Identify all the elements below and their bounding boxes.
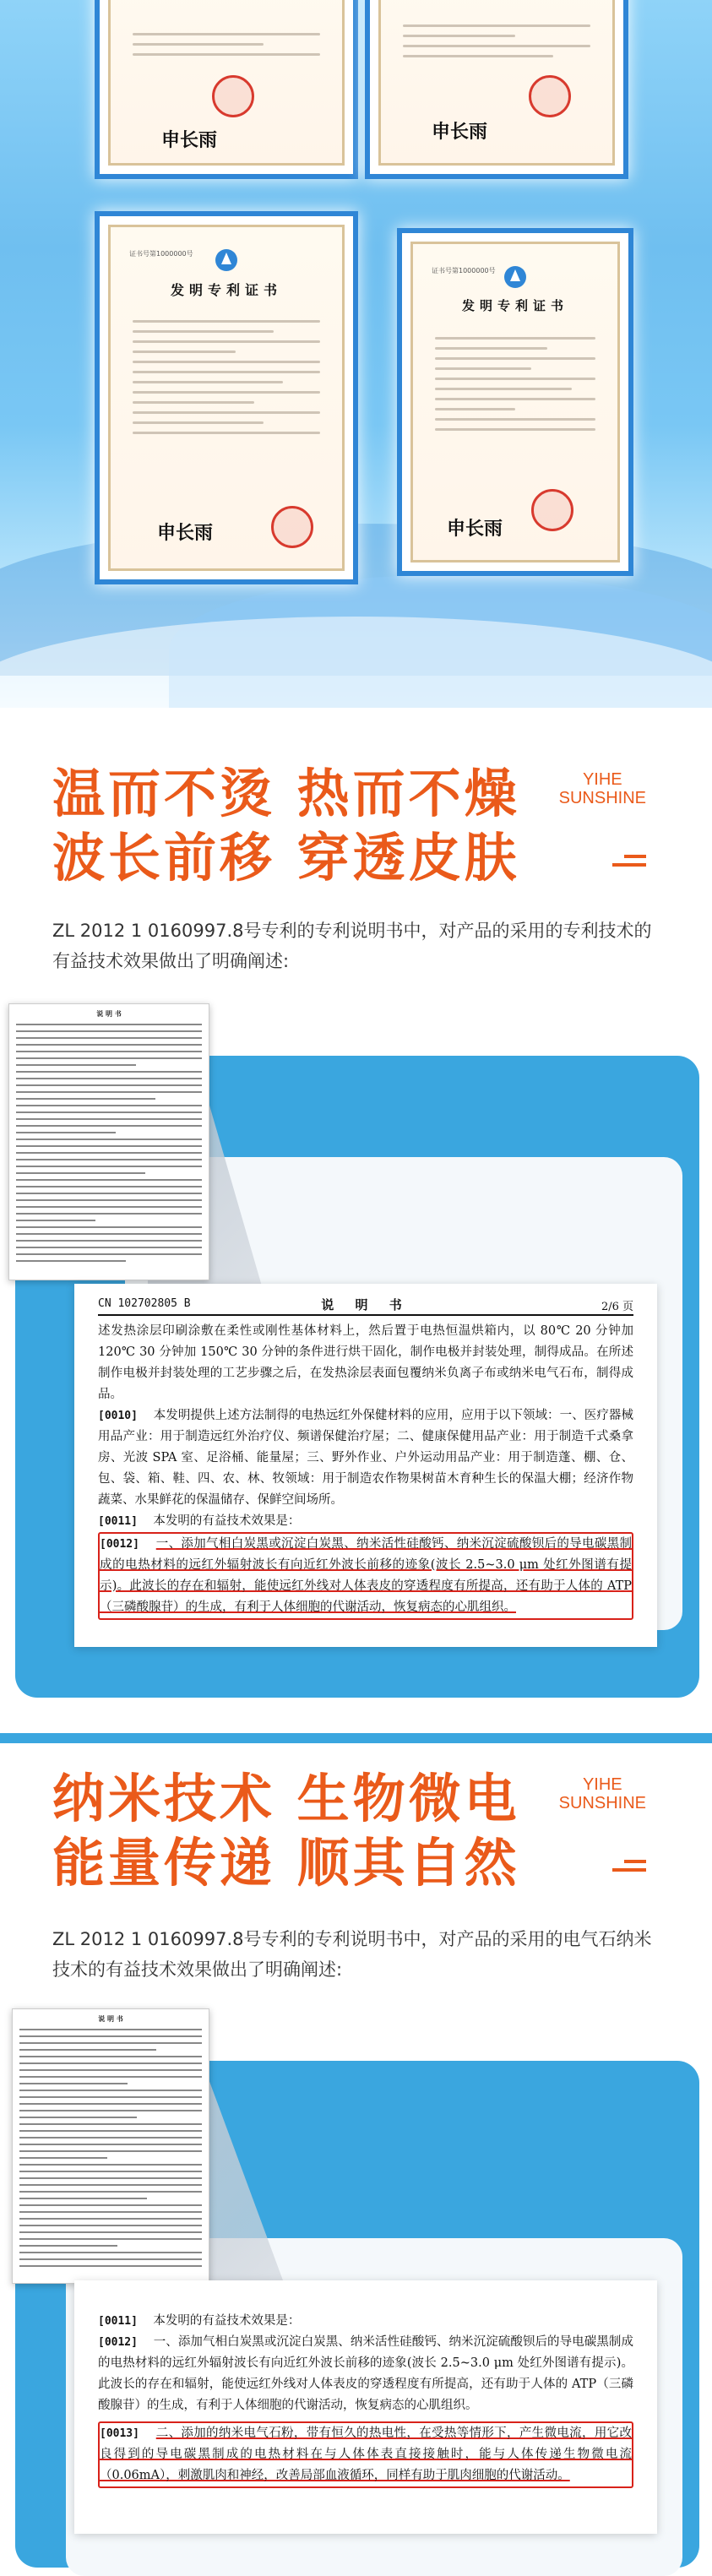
section-intro: ZL 2012 1 0160997.8号专利的专利说明书中，对产品的采用的电气石纳米技术的有益技术效果做出了明确阐述: bbox=[52, 1929, 652, 1980]
certificate-number: 证书号第1000000号 bbox=[432, 267, 496, 274]
brand-name-line2: SUNSHINE bbox=[558, 1794, 646, 1812]
certificate-showcase bbox=[0, 0, 712, 708]
certificate-title: 发明专利证书 bbox=[461, 298, 568, 313]
brand-decoration-icon bbox=[611, 1860, 646, 1877]
certificate-signature: 申长雨 bbox=[432, 121, 488, 143]
document-thumbnail[interactable]: 说 明 书 bbox=[12, 2008, 209, 2284]
section-headline: 纳米技术 生物微电 bbox=[52, 1768, 520, 1829]
official-seal bbox=[271, 506, 313, 548]
page-number: 2/6 页 bbox=[601, 1301, 633, 1313]
document-title: 说 明 书 bbox=[321, 1297, 410, 1312]
brand-logo bbox=[559, 1775, 646, 1812]
patent-certificate bbox=[365, 0, 628, 179]
brand-name-line2: SUNSHINE bbox=[558, 789, 646, 807]
section-headline: 温而不烫 热而不燥 bbox=[52, 763, 520, 824]
paragraph: [0012] 一、添加气相白炭黑或沉淀白炭黑、纳米活性硅酸钙、纳米沉淀硫酸钡后的导电碳黑制成的电热材料的远红外辐射波长有向近红外波长前移的迹象(波长 2.5~3.0 μm 处红外图谱有提示)。此波长的存在和辐射，能使远红外线对人体表皮的穿透程度有所提高，还有助于人体的 ATP（三磷酸腺苷）的生成，有利于人体细胞的代谢活动，恢复病态的心肌组织。 bbox=[98, 2335, 633, 2412]
patent-office-logo bbox=[503, 264, 528, 290]
brand-name-line1: YIHE bbox=[582, 770, 622, 789]
patent-office-logo bbox=[214, 247, 239, 273]
section-headline: 波长前移 穿透皮肤 bbox=[52, 827, 520, 889]
section-divider bbox=[0, 1733, 712, 1743]
paragraph: 述发热涂层印刷涂敷在柔性或刚性基体材料上，然后置于电热恒温烘箱内，以 80℃ 20 分钟加 120℃ 30 分钟加 150℃ 30 分钟的条件进行烘干固化，制作电极并封装处理，制得成品。在所述制作电极并封装处理的工艺步骤之后，在发热涂层表面包覆纳米负离子布或纳米电气石布，制得成品。 bbox=[98, 1324, 633, 1401]
document-body bbox=[98, 2311, 633, 2488]
certificate-signature: 申长雨 bbox=[161, 129, 218, 151]
patent-document-excerpt bbox=[74, 2280, 657, 2534]
document-body bbox=[98, 1321, 633, 1620]
section-headline: 能量传递 顺其自然 bbox=[52, 1832, 520, 1894]
patent-number: CN 102702805 B bbox=[98, 1297, 191, 1310]
patent-certificate bbox=[95, 211, 358, 584]
highlighted-paragraph: [0012] 一、添加气相白炭黑或沉淀白炭黑、纳米活性硅酸钙、纳米沉淀硫酸钡后的导电碳黑制成的电热材料的远红外辐射波长有向近红外波长前移的迹象(波长 2.5~3.0 μm 处红外图谱有提示)。此波长的存在和辐射，能使远红外线对人体表皮的穿透程度有所提高，还有助于人体的 ATP（三磷酸腺苷）的生成，有利于人体细胞的代谢活动，恢复病态的心肌组织。 bbox=[98, 1532, 633, 1620]
section-intro: ZL 2012 1 0160997.8号专利的专利说明书中，对产品的采用的专利技术的有益技术效果做出了明确阐述: bbox=[52, 921, 652, 971]
patent-document-excerpt bbox=[74, 1284, 657, 1647]
certificate-signature: 申长雨 bbox=[157, 522, 214, 544]
official-seal bbox=[529, 75, 571, 117]
paragraph: [0011] 本发明的有益技术效果是： bbox=[98, 2314, 301, 2328]
certificate-signature: 申长雨 bbox=[447, 518, 503, 540]
paragraph: [0011] 本发明的有益技术效果是： bbox=[98, 1514, 301, 1528]
highlighted-paragraph: [0013] 二、添加的纳米电气石粉，带有恒久的热电性，在受热等情形下，产生微电流，用它改良得到的导电碳黑制成的电热材料在与人体体表直接接触时，能与人体传递生物微电流（0.06mA），刺激肌肉和神经，改善局部血液循环，同样有助于肌肉细胞的代谢活动。 bbox=[98, 2421, 633, 2488]
certificate-title: 发明专利证书 bbox=[170, 282, 282, 298]
paragraph: [0010] 本发明提供上述方法制得的电热远红外保健材料的应用，应用于以下领域：一、医疗器械用品产业：用于制造远红外治疗仪、频谱保健治疗屋；二、健康保健用品产业：用于制造千式桑拿房、光波 SPA 室、足浴桶、能量屋；三、野外作业、户外运动用品产业：用于制造蓬、棚、仓、包、袋、箱、鞋、四、农、林、牧领域：用于制造农作物果树苗木育种生长的保温大棚；经济作物蔬菜、水果鲜花的保温储存、保鲜空间场所。 bbox=[98, 1409, 633, 1507]
official-seal bbox=[212, 75, 254, 117]
patent-certificate bbox=[397, 228, 633, 576]
document-header bbox=[98, 1294, 633, 1316]
patent-certificate bbox=[95, 0, 358, 179]
document-thumbnail[interactable]: 说 明 书 bbox=[8, 1003, 209, 1280]
brand-name-line1: YIHE bbox=[582, 1775, 622, 1794]
certificate-number: 证书号第1000000号 bbox=[129, 250, 193, 258]
brand-decoration-icon bbox=[611, 855, 646, 872]
brand-logo bbox=[559, 770, 646, 807]
official-seal bbox=[531, 489, 573, 531]
